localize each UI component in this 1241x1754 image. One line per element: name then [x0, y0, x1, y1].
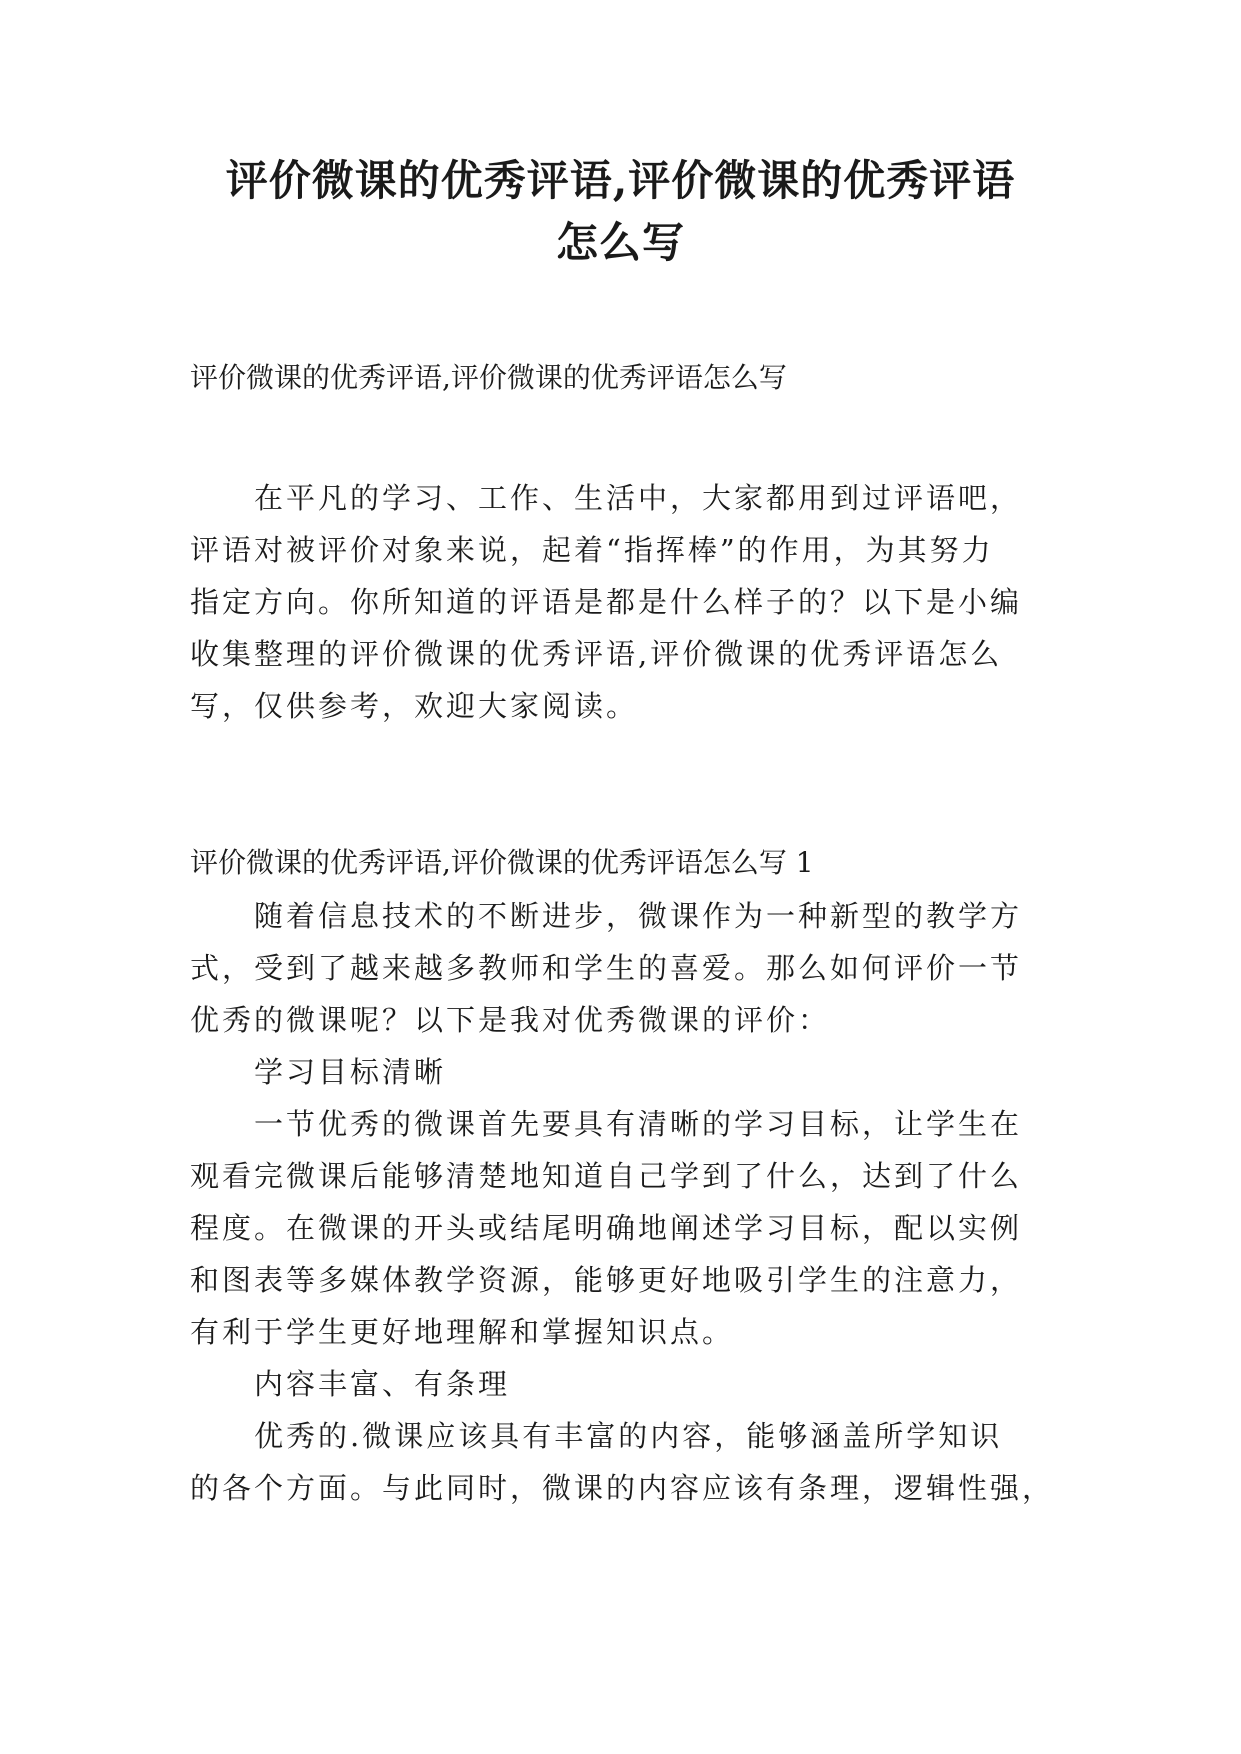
- intro-line: 收集整理的评价微课的优秀评语,评价微课的优秀评语怎么: [190, 637, 1003, 671]
- section-line: 优秀的微课呢？以下是我对优秀微课的评价：: [190, 1003, 831, 1037]
- section-line: 随着信息技术的不断进步，微课作为一种新型的教学方: [254, 899, 1023, 933]
- subheading-learning-goals: 学习目标清晰: [254, 1055, 447, 1089]
- section-line: 程度。在微课的开头或结尾明确地阐述学习目标，配以实例: [190, 1211, 1023, 1245]
- section-heading: 评价微课的优秀评语,评价微课的优秀评语怎么写 1: [190, 846, 814, 879]
- intro-line: 在平凡的学习、工作、生活中，大家都用到过评语吧，: [254, 481, 1023, 515]
- intro-line: 指定方向。你所知道的评语是都是什么样子的？以下是小编: [190, 585, 1023, 619]
- subheading-content: 内容丰富、有条理: [254, 1367, 511, 1401]
- section-line: 有利于学生更好地理解和掌握知识点。: [190, 1315, 735, 1349]
- intro-paragraph: [190, 472, 1060, 732]
- section-line: 和图表等多媒体教学资源，能够更好地吸引学生的注意力，: [190, 1263, 1023, 1297]
- section-line: 一节优秀的微课首先要具有清晰的学习目标，让学生在: [254, 1107, 1023, 1141]
- section-line: 优秀的.微课应该具有丰富的内容，能够涵盖所学知识: [254, 1419, 1003, 1453]
- section-line: 的各个方面。与此同时，微课的内容应该有条理，逻辑性强，: [190, 1471, 1055, 1505]
- document-title-line-2: 怎么写: [555, 218, 685, 267]
- intro-line: 评语对被评价对象来说，起着“指挥棒”的作用，为其努力: [190, 533, 994, 567]
- section-line: 式，受到了越来越多教师和学生的喜爱。那么如何评价一节: [190, 951, 1023, 985]
- section-body: [190, 890, 1060, 1514]
- document-title: [150, 150, 1091, 274]
- intro-line: 写，仅供参考，欢迎大家阅读。: [190, 689, 639, 723]
- document-title-line-1: 评价微课的优秀评语,评价微课的优秀评语: [225, 156, 1016, 205]
- section-line: 观看完微课后能够清楚地知道自己学到了什么，达到了什么: [190, 1159, 1023, 1193]
- document-subtitle: 评价微课的优秀评语,评价微课的优秀评语怎么写: [190, 361, 787, 394]
